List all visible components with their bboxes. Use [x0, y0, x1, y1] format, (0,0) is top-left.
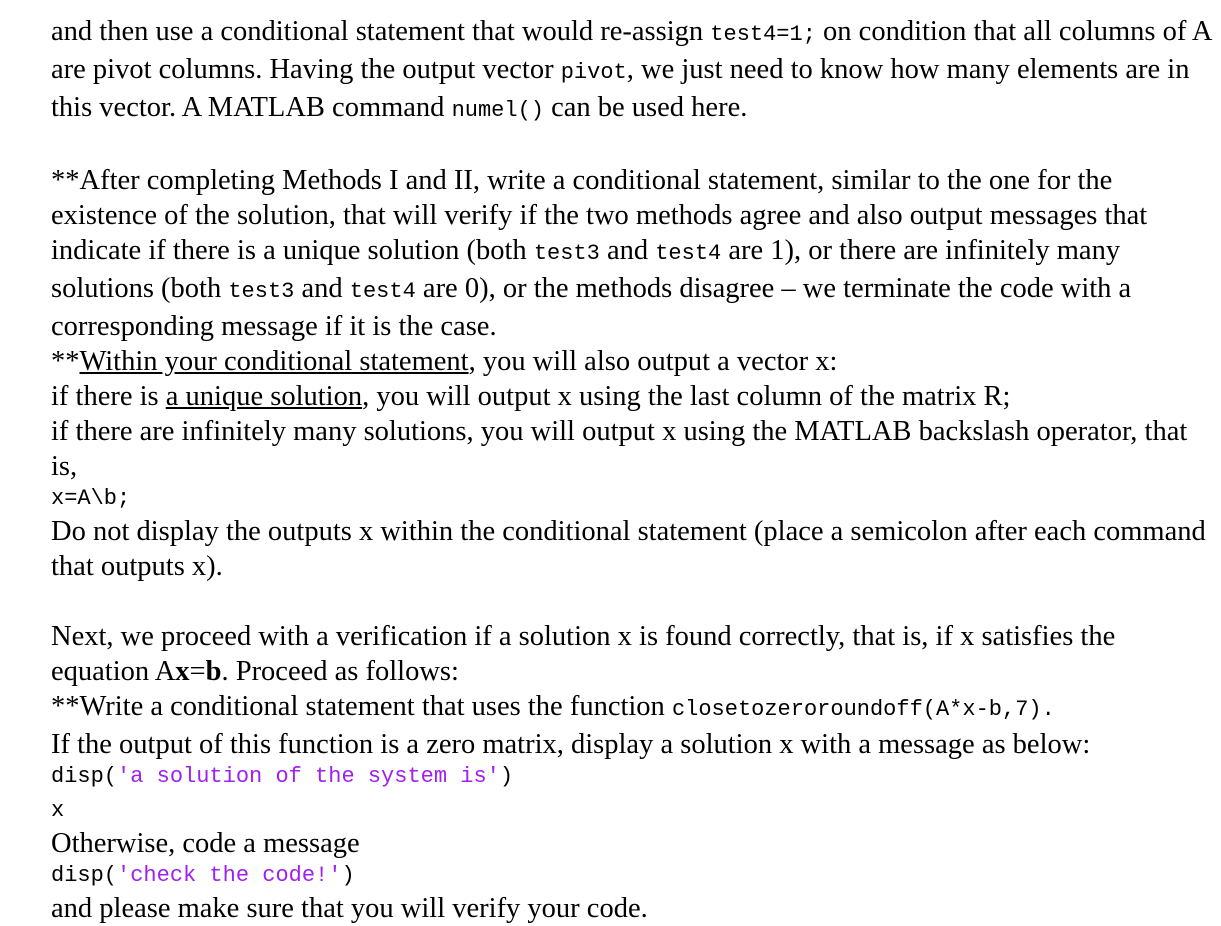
- text: Otherwise, code a message: [51, 828, 360, 859]
- code-string: 'a solution of the system is': [117, 764, 500, 789]
- paragraph-methods-agree: [51, 163, 1211, 344]
- underlined-text: Within your conditional statement: [79, 346, 469, 377]
- code-text: ): [341, 863, 355, 888]
- code-string: 'check the code!': [117, 863, 342, 888]
- inline-code: pivot: [560, 60, 627, 85]
- text: , you will also output a vector x:: [468, 346, 838, 377]
- text: are 0), or the methods disagree – we terminate the code with a corresponding message if it is the case.: [51, 273, 1132, 342]
- bold-text: x: [175, 656, 190, 687]
- text: , we just need to know how many elements are in this vector. A MATLAB command: [51, 54, 1190, 123]
- text: if there is: [51, 381, 166, 412]
- text: **After completing Methods I and II, write a conditional statement, similar to the one for the existence of the solution, that will verify if the two methods agree and also output messages that indicate if there is a unique solution (both: [51, 165, 1148, 266]
- underlined-text: a unique solution: [165, 381, 363, 412]
- code-line: x=A\b;: [51, 486, 131, 511]
- text: **Write a conditional statement that uses the function: [51, 691, 672, 722]
- inline-code: closetozeroroundoff(A*x-b,7).: [671, 697, 1055, 722]
- text: Do not display the outputs x within the conditional statement (place a semicolon after each command that outputs x).: [51, 516, 1206, 582]
- text: If the output of this function is a zero matrix, display a solution x with a message as below:: [51, 729, 1091, 760]
- inline-code: test4: [655, 241, 722, 266]
- code-line: x: [51, 798, 65, 823]
- paragraph-verify-code: [51, 891, 1211, 926]
- text: and: [599, 235, 656, 266]
- text: if there are infinitely many solutions, you will output x using the MATLAB backslash operator, that is,: [51, 416, 1188, 482]
- code-text: disp(: [51, 863, 118, 888]
- paragraph-verification: [51, 619, 1211, 762]
- text: Next, we proceed with a verification if a solution x is found correctly, that is, if x satisfies the equation A: [51, 621, 1116, 687]
- code-line: [51, 762, 1211, 792]
- text: , you will output x using the last column of the matrix R;: [362, 381, 1011, 412]
- paragraph-test4: [51, 14, 1211, 128]
- text: are 1), or there are infinitely many solutions (both: [51, 235, 1121, 304]
- text: and: [294, 273, 350, 304]
- text: on condition that all columns of A are pivot columns. Having the output vector: [51, 16, 1211, 85]
- inline-code: numel(): [451, 98, 544, 123]
- paragraph-no-display: [51, 514, 1211, 584]
- code-line: [51, 861, 1211, 891]
- text: can be used here.: [543, 92, 748, 123]
- text: =: [189, 656, 206, 687]
- inline-code: test4=1;: [710, 22, 816, 47]
- text: . Proceed as follows:: [221, 656, 459, 687]
- inline-code: test3: [228, 279, 295, 304]
- inline-code: test3: [533, 241, 600, 266]
- code-text: ): [499, 764, 514, 789]
- code-text: disp(: [51, 764, 118, 789]
- inline-code: test4: [349, 279, 416, 304]
- text: and then use a conditional statement that would re-assign: [51, 16, 711, 47]
- text: and please make sure that you will verify your code.: [51, 893, 648, 924]
- text: **: [51, 346, 80, 377]
- document-page: [51, 14, 1211, 926]
- bold-text: b: [205, 656, 222, 687]
- paragraph-otherwise: [51, 826, 1211, 861]
- paragraph-output-x: [51, 344, 1211, 484]
